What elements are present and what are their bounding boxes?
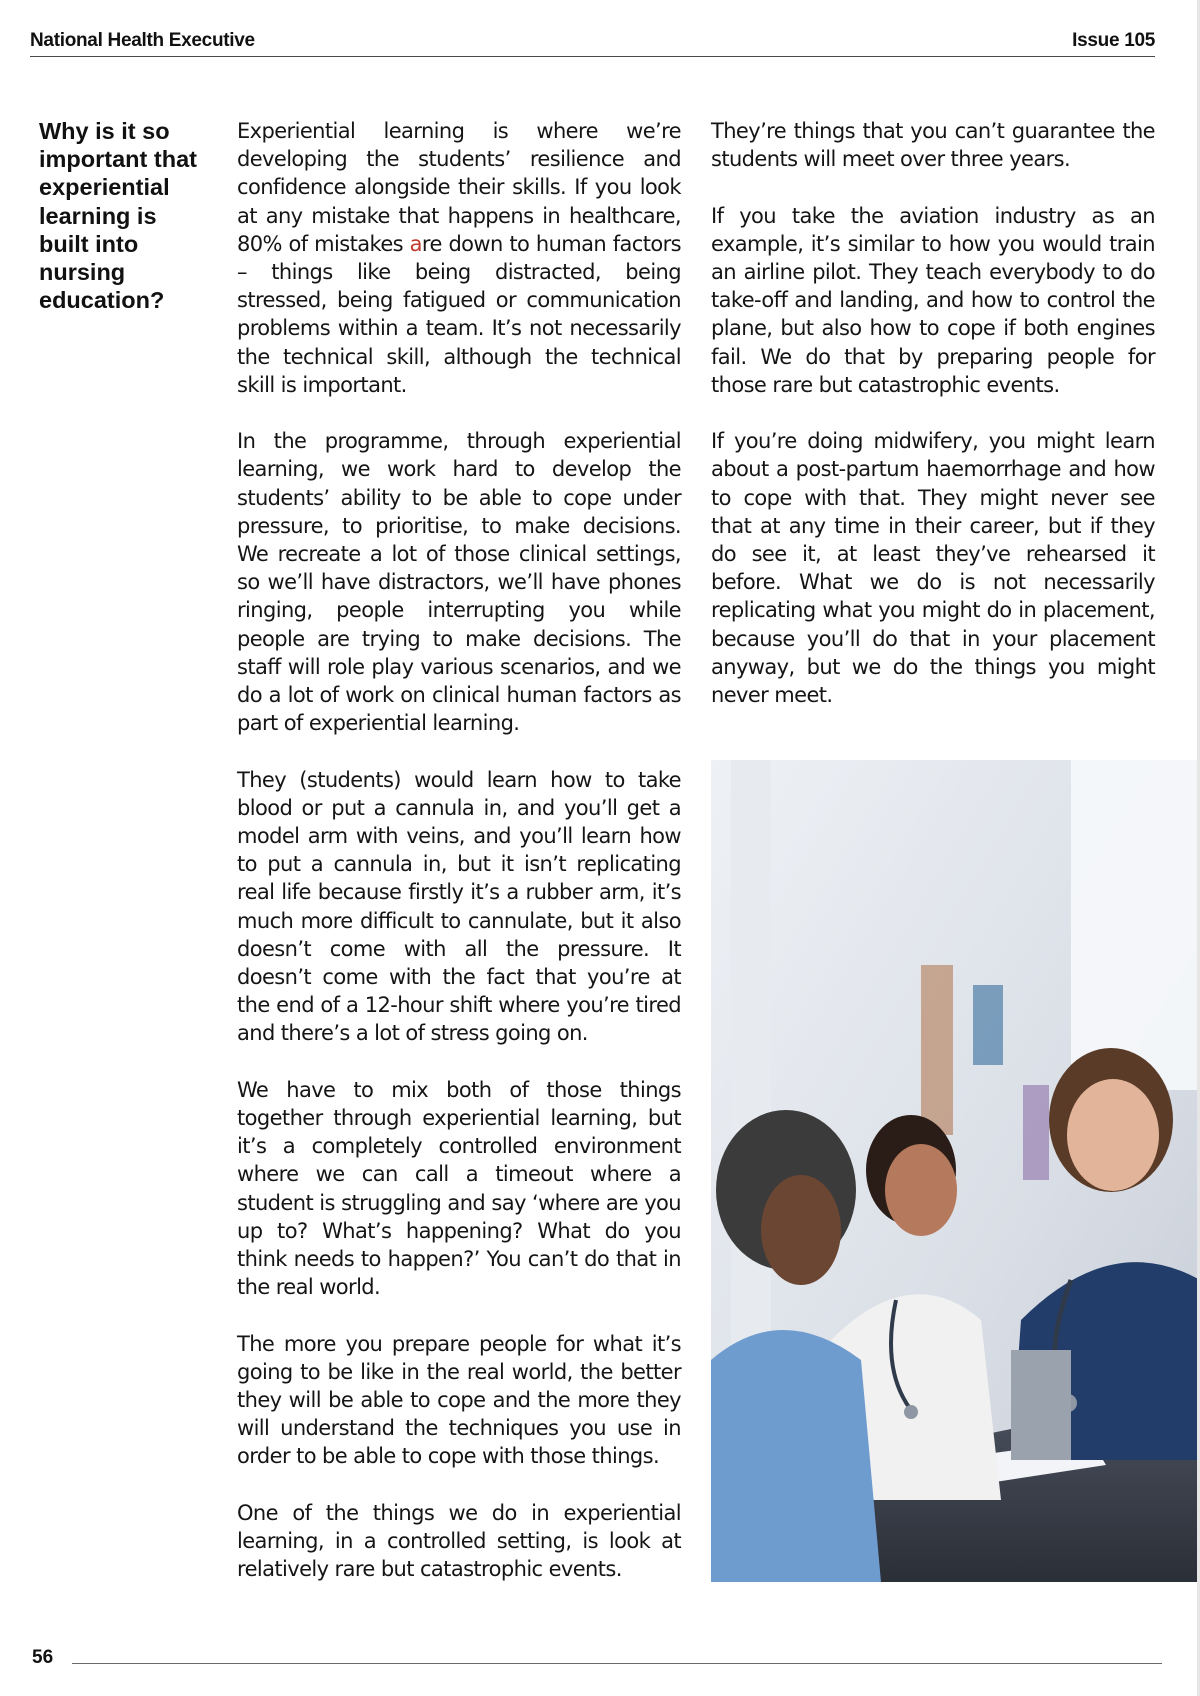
section-question-heading: Why is it so important that experiential learning is built into nursing education?	[39, 118, 197, 314]
article-column-1	[237, 117, 681, 1583]
footer-rule	[72, 1663, 1162, 1664]
paragraph: In the programme, through experiential learning, we work hard to develop the students’ ability to be able to cope under pressure, to prioritise, to make decisions. We recreate a lot of those clinical settings, so we’ll have distractors, we’ll have phones ringing, people interrupting you while people are trying to make decisions. The staff will role play various scenarios, and we do a lot of work on clinical human factors as part of experiential learning.	[237, 429, 681, 736]
page-header	[30, 28, 1155, 57]
paragraph: One of the things we do in experiential learning, in a controlled setting, is look at relatively rare but catastrophic events.	[237, 1500, 681, 1582]
paragraph: They (students) would learn how to take blood or put a cannula in, and you’ll get a model arm with veins, and you’ll learn how to put a cannula in, but it isn’t replicating real life because firstly it’s a rubber arm, it’s much more difficult to cannulate, but it also doesn’t come with all the pressure. It doesn’t come with the fact that you’re at the end of a 12-hour shift where you’re tired and there’s a lot of stress going on.	[237, 767, 681, 1046]
paragraph: The more you prepare people for what it’s going to be like in the real world, the better they will be able to cope and the more they will understand the techniques you use in order to be able to cope with those things.	[237, 1331, 681, 1469]
paragraph: If you’re doing midwifery, you might learn about a post-partum haemorrhage and how to cope with that. They might never see that at any time in their career, but if they do see it, at least they’ve rehearsed it before. What we do is not necessarily replicating what you might do in placement, because you’ll do that in your placement anyway, but we do the things you might never meet.	[711, 429, 1155, 708]
photo-illustration	[711, 760, 1200, 1582]
highlighted-letter: a	[409, 231, 422, 256]
paragraph: We have to mix both of those things together through experiential learning, but it’s a completely controlled environment where we can call a timeout where a student is struggling and say ‘where are you up to? What’s happening? What do you think needs to happen?’ You can’t do that in the real world.	[237, 1077, 681, 1300]
nurses-meeting-photo	[711, 760, 1200, 1582]
paragraph: If you take the aviation industry as an example, it’s similar to how you would train an airline pilot. They teach everybody to do take-off and landing, and how to control the plane, but also how to cope if both engines fail. We do that by preparing people for those rare but catastrophic events.	[711, 203, 1155, 397]
paragraph: They’re things that you can’t guarantee the students will meet over three years.	[711, 119, 1155, 172]
page-footer	[32, 1643, 1162, 1673]
paragraph: Experiential learning is where we’re developing the students’ resilience and confidence alongside their skills. If you look at any mistake that happens in healthcare, 80% of mistakes are down to human factors – things like being distracted, being stressed, being fatigued or communication problems within a team. It’s not necessarily the technical skill, although the technical skill is important.	[237, 119, 682, 397]
publication-name: National Health Executive	[30, 30, 255, 51]
issue-number: Issue 105	[1072, 30, 1155, 51]
article-column-2	[711, 117, 1155, 709]
page-number: 56	[32, 1647, 54, 1668]
